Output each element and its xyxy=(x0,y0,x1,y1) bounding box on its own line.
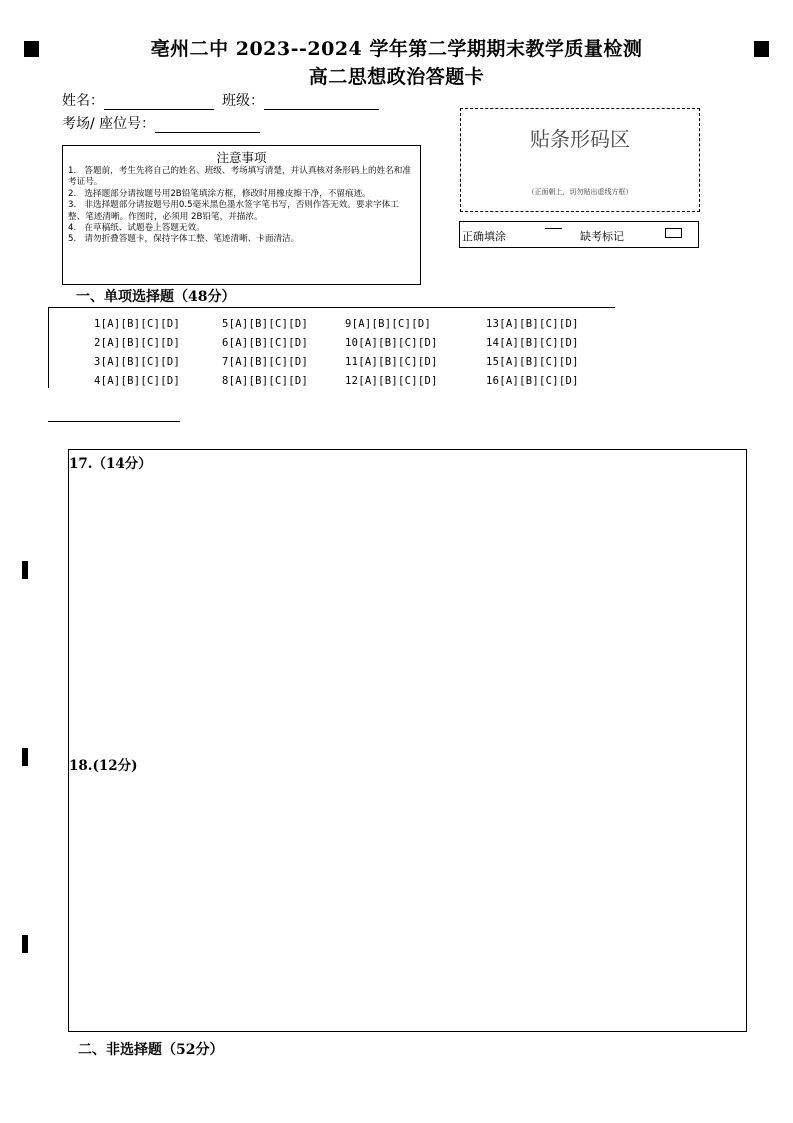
class-field[interactable] xyxy=(222,90,379,110)
notice-box xyxy=(62,145,421,285)
choice-q3[interactable]: 3[A][B][C][D] xyxy=(94,356,181,368)
barcode-area xyxy=(460,108,700,212)
edge-mark-left-3 xyxy=(22,935,28,953)
choice-q10[interactable]: 10[A][B][C][D] xyxy=(345,337,438,349)
notice-title: 注意事项 xyxy=(216,150,267,165)
correct-fill-label: 正确填涂 xyxy=(462,230,506,243)
edge-mark-left-2 xyxy=(22,748,28,766)
seat-field[interactable] xyxy=(62,113,260,133)
seat-label: 考场/ 座位号： xyxy=(62,116,156,132)
section-1-left-line xyxy=(48,307,49,388)
name-field[interactable] xyxy=(62,90,214,110)
choice-q5[interactable]: 5[A][B][C][D] xyxy=(222,318,309,330)
question-18-label: 18.(12分) xyxy=(69,758,138,774)
section-1-bottom-line xyxy=(48,421,180,422)
notice-item-2: 2. 选择题部分请按题号用2B铅笔填涂方框，修改时用橡皮擦干净，不留痕迹。 xyxy=(68,188,371,199)
choice-q1[interactable]: 1[A][B][C][D] xyxy=(94,318,181,330)
choice-q4[interactable]: 4[A][B][C][D] xyxy=(94,375,181,387)
correct-fill-sample xyxy=(545,228,562,229)
notice-item-3: 3. 非选择题部分请按题号用0.5毫米黑色墨水签字笔书写，否则作答无效。要求字体工整、笔迹清晰。作图时，必须用 2B铅笔，并描浓。 xyxy=(68,200,399,222)
notice-item-5: 5. 请勿折叠答题卡，保持字体工整、笔迹清晰、卡面清洁。 xyxy=(68,234,300,245)
choice-q6[interactable]: 6[A][B][C][D] xyxy=(222,337,309,349)
section-1-title: 一、单项选择题（48分） xyxy=(76,289,236,305)
choice-q16[interactable]: 16[A][B][C][D] xyxy=(486,375,579,387)
exam-title: 亳州二中 2023--2024 学年第二学期期末教学质量检测 xyxy=(150,38,643,60)
notice-item-4: 4. 在草稿纸、试题卷上答题无效。 xyxy=(68,223,205,234)
name-input-line[interactable] xyxy=(104,93,214,110)
notice-item-1: 1. 答题前，考生先将自己的姓名、班级、考场填写清楚，并认真核对条形码上的姓名和准考证号。 xyxy=(68,166,411,188)
choice-q12[interactable]: 12[A][B][C][D] xyxy=(345,375,438,387)
choice-q7[interactable]: 7[A][B][C][D] xyxy=(222,356,309,368)
class-input-line[interactable] xyxy=(264,93,379,110)
name-label: 姓名： xyxy=(62,93,104,109)
card-title: 高二思想政治答题卡 xyxy=(308,66,485,88)
section-2-title: 二、非选择题（52分） xyxy=(78,1042,224,1058)
barcode-title: 贴条形码区 xyxy=(530,127,630,151)
barcode-note: （正面朝上，切勿贴出虚线方框） xyxy=(527,188,633,196)
question-17-label: 17.（14分） xyxy=(69,456,152,472)
choice-q11[interactable]: 11[A][B][C][D] xyxy=(345,356,438,368)
fill-legend xyxy=(459,221,699,248)
choice-q13[interactable]: 13[A][B][C][D] xyxy=(486,318,579,330)
absent-mark-box[interactable] xyxy=(665,228,682,238)
choice-q15[interactable]: 15[A][B][C][D] xyxy=(486,356,579,368)
seat-input-line[interactable] xyxy=(155,116,260,133)
edge-mark-left-1 xyxy=(22,561,28,579)
choice-q8[interactable]: 8[A][B][C][D] xyxy=(222,375,309,387)
class-label: 班级： xyxy=(222,93,264,109)
answer-area[interactable] xyxy=(68,449,747,1032)
choice-q14[interactable]: 14[A][B][C][D] xyxy=(486,337,579,349)
choice-q2[interactable]: 2[A][B][C][D] xyxy=(94,337,181,349)
section-1-top-line xyxy=(48,307,615,308)
choice-q9[interactable]: 9[A][B][C][D] xyxy=(345,318,432,330)
absent-mark-label: 缺考标记 xyxy=(580,230,624,243)
